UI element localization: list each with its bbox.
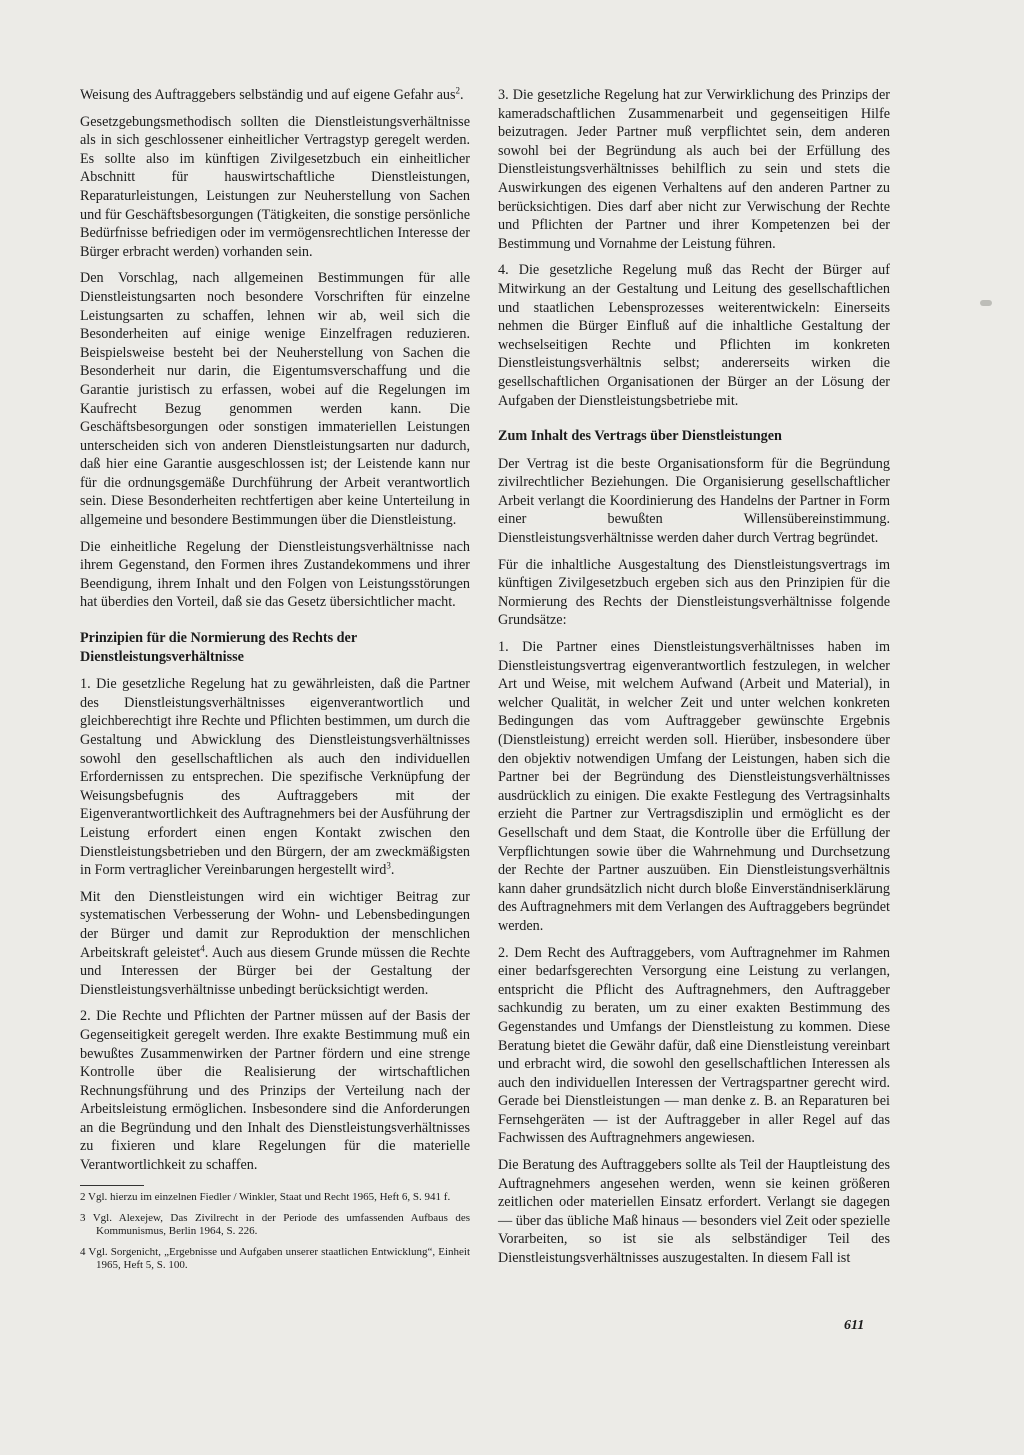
section-heading: Zum Inhalt des Vertrags über Dienstleistungen xyxy=(498,428,782,445)
paragraph: 1. Die gesetzliche Regelung hat zu gewährleisten, daß die Partner des Dienstleistungsverhältnisses eigenverantwortlich und gleichberechtigt ihre Rechte und Pflichten bestimmen, um durch die Gestaltung und Abwicklung des Dienstleistungsverhältnisses sowohl den gesellschaftlichen als auch den individuellen Erfordernissen zu entsprechen. Die spezifische Verknüpfung der Weisungsbefugnis des Auftraggebers mit der Eigenverantwortlichkeit des Auftragnehmers bei der Ausführung der Leistung erfordert einen engen Kontakt zwischen den Dienstleistungsbetrieben und den Bürgern, der am zweckmäßigsten in Form vertraglicher Vereinbarungen hergestellt wird$^3$. xyxy=(80,676,470,879)
paragraph: Weisung des Auftraggebers selbständig und auf eigene Gefahr aus$^2$. xyxy=(80,85,464,103)
footnote: 3 Vgl. Alexejew, Das Zivilrecht in der Periode des umfassenden Aufbaus des Kommunismus, Berlin 1964, S. 226. xyxy=(80,1211,470,1237)
paragraph: Die einheitliche Regelung der Dienstleistungsverhältnisse nach ihrem Gegenstand, den Formen ihres Zustandekommens und ihrer Beendigung, ihrem Inhalt und den Folgen von Leistungsstörungen hat überdies den Vorteil, daß sie das Gesetz übersichtlicher macht. xyxy=(80,538,470,611)
page-number: 611 xyxy=(844,1318,865,1333)
footnote: 2 Vgl. hierzu im einzelnen Fiedler / Winkler, Staat und Recht 1965, Heft 6, S. 941 f. xyxy=(80,1190,451,1203)
paragraph: Den Vorschlag, nach allgemeinen Bestimmungen für alle Dienstleistungsarten noch besondere Vorschriften für einzelne Leistungsarten zu schaffen, lehnen wir ab, weil sich die Besonderheiten auf einige wenige Einzelfragen reduzieren. Beispielsweise besteht bei der Neuherstellung von Sachen die Besonderheit nur darin, die Eigentumsverschaffung und die Garantie juristisch zu erfassen, wobei auf die Regelungen im Kaufrecht Bezug genommen werden kann. Die Geschäftsbesorgungen oder sonstigen immateriellen Leistungen unterscheiden sich von anderen Dienstleistungsarten nur dadurch, daß hier eine Garantie ausgeschlossen ist; der Leistende kann nur für die ordnungsgemäße Durchführung der Arbeit verantwortlich sein. Diese Besonderheiten rechtfertigen aber keine Unterteilung in allgemeine und besondere Bestimmungen über die Dienstleistung. xyxy=(80,270,470,529)
paragraph: Die Beratung des Auftraggebers sollte als Teil der Hauptleistung des Auftragnehmers angesehen werden, wenn sie keinen größeren zeitlichen oder materiellen Einsatz erfordert. Verlangt sie dagegen — über das übliche Maß hinaus — besonders viel Zeit oder spezielle Vorarbeiten, so ist sie als selbständiger Teil des Dienstleistungsverhältnisses auszugestalten. In diesem Fall ist xyxy=(498,1157,891,1267)
paragraph-text: 1. Die gesetzliche Regelung hat zu gewährleisten, daß die Partner des Dienstleistungsverhältnisses eigenverantwortlich und gleichberechtigt ihre Rechte und Pflichten bestimmen, um durch die Gestaltung und Abwicklung des Dienstleistungsverhältnisses sowohl den gesellschaftlichen als auch den individuellen Erfordernissen zu entsprechen. Die spezifische Verknüpfung der Weisungsbefugnis des Auftraggebers mit der Eigenverantwortlichkeit des Auftragnehmers bei der Ausführung der Leistung erfordert einen engen Kontakt zwischen den Dienstleistungsbetrieben und den Bürgern, der am zweckmäßigsten in Form vertraglicher Vereinbarungen hergestellt wird xyxy=(80,676,470,879)
paragraph-text: . Auch aus diesem Grunde müssen die Rechte und Interessen der Bürger bei der Gestaltung der Dienstleistungsverhältnisse unbedingt berücksichtigt werden. xyxy=(80,944,470,998)
scan-smudge xyxy=(980,300,992,306)
footnote-divider xyxy=(80,1185,144,1186)
paragraph: 1. Die Partner eines Dienstleistungsverhältnisses haben im Dienstleistungsvertrag eigenverantwortlich festzulegen, in welcher Art und Weise, mit welchem Aufwand (Arbeit und Material), in welcher Qualität, in welcher Zeit und unter welchen konkreten Bedingungen das vom Auftraggeber gewünschte Ergebnis (Dienstleistung) erreicht werden soll. Hierüber, insbesondere über den objektiv notwendigen Umfang der Leistungen, haben sich die Partner bei der Begründung des Dienstleistungsverhältnisses ausdrücklich zu einigen. Die exakte Festlegung des Vertragsinhalts erzieht die Partner zur Vertragsdisziplin und ermöglicht es der Gesellschaft und dem Staat, die Kontrolle über die Erfüllung der Verpflichtungen sowie über die Wahrnehmung und Durchsetzung der Rechte der Partner auszuüben. Ein Dienstleistungsverhältnis kann daher grundsätzlich nicht durch bloße Einverständniserklärung des Auftragnehmers mit dem Verlangen des Auftraggebers begründet werden. xyxy=(498,639,890,934)
footnote: 4 Vgl. Sorgenicht, „Ergebnisse und Aufgaben unserer staatlichen Entwicklung“, Einheit 1965, Heft 5, S. 100. xyxy=(80,1245,470,1271)
paragraph-text: Mit den Dienstleistungen wird ein wichtiger Beitrag zur systematischen Verbesserung der Wohn- und Lebensbedingungen der Bürger und damit zur Reproduktion der menschlichen Arbeitskraft geleistet xyxy=(80,888,470,961)
footnote-ref: 2 xyxy=(455,85,460,96)
paragraph: 4. Die gesetzliche Regelung muß das Recht der Bürger auf Mitwirkung an der Gestaltung und Leitung des gesellschaftlichen und staatlichen Lebensprozesses weiterentwickeln: Einerseits nehmen die Bürger Einfluß auf die inhaltliche Gestaltung der wechselseitigen Rechte und Pflichten im konkreten Dienstleistungsverhältnis selbst; andererseits wirken die gesellschaftlichen Organisationen der Bürger an der Lösung der Aufgaben der Dienstleistungsbetriebe mit. xyxy=(498,262,890,409)
paragraph: Der Vertrag ist die beste Organisationsform für die Begründung zivilrechtlicher Beziehungen. Die Organisierung gesellschaftlicher Arbeit verlangt die Koordinierung des Handelns der Partner in Form einer bewußten Willensübereinstimmung. Dienstleistungsverhältnisse werden daher durch Vertrag begründet. xyxy=(498,455,890,547)
right-column xyxy=(498,86,890,1276)
paragraph xyxy=(80,888,470,1000)
footnote-ref: 3 xyxy=(386,860,391,871)
paragraph: 2. Die Rechte und Pflichten der Partner müssen auf der Basis der Gegenseitigkeit geregelt werden. Ihre exakte Bestimmung muß ein bewußtes Zusammenwirken der Partner fördern und eine strenge Kontrolle über die Realisierung der wirtschaftlichen Rechnungsführung und des Prinzips der Verteilung nach der Arbeitsleistung ermöglichen. Insbesondere sind die Anforderungen an die Begründung und den Inhalt des Dienstleistungsverhältnisses zu fixieren und klare Regelungen für die materielle Verantwortlichkeit zu schaffen. xyxy=(80,1008,470,1174)
section-heading: Prinzipien für die Normierung des Rechts der Dienstleistungsverhältnisse xyxy=(80,630,357,665)
paragraph: Gesetzgebungsmethodisch sollten die Dienstleistungsverhältnisse als in sich geschlossener einheitlicher Vertragstyp geregelt werden. Es sollte also im künftigen Zivilgesetzbuch ein einheitlicher Abschnitt für hauswirtschaftliche Dienstleistungen, Reparaturleistungen, Leistungen zur Neuherstellung von Sachen und für Geschäftsbesorgungen (Tätigkeiten, die sonstige persönliche Bedürfnisse befriedigen oder im vermögensrechtlichen Interesse der Bürger erbracht werden) vorhanden sein. xyxy=(80,113,470,260)
paragraph: 2. Dem Recht des Auftraggebers, vom Auftragnehmer im Rahmen einer bedarfsgerechten Versorgung eine Leistung zu verlangen, entspricht die Pflicht des Auftragnehmers, den Auftraggeber sachkundig zu beraten, um zu einer exakten Bestimmung des Gegenstandes und Umfangs der Dienstleistung zu kommen. Diese Beratung bietet die Gewähr dafür, daß eine Dienstleistung vereinbart und erbracht wird, die sowohl den gesellschaftlichen Interessen als auch den individuellen Interessen der Vertragspartner gerecht wird. Gerade bei Dienstleistungen — man denke z. B. an Reparaturen bei Fernsehgeräten — ist der Auftraggeber in aller Regel auf das Fachwissen des Auftragnehmers angewiesen. xyxy=(498,944,890,1147)
paragraph-text: Weisung des Auftraggebers selbständig und auf eigene Gefahr aus xyxy=(80,87,456,103)
left-column xyxy=(80,86,470,1280)
paragraph: Für die inhaltliche Ausgestaltung des Dienstleistungsvertrags im künftigen Zivilgesetzbuch ergeben sich aus den Prinzipien für die Normierung des Rechts der Dienstleistungsverhältnisse folgende Grundsätze: xyxy=(498,556,890,629)
footnote-ref: 4 xyxy=(200,942,205,953)
paragraph: 3. Die gesetzliche Regelung hat zur Verwirklichung des Prinzips der kameradschaftlichen Zusammenarbeit und gegenseitigen Hilfe beizutragen. Jeder Partner muß verpflichtet sein, dem anderen sowohl bei der Begründung als auch bei der Erfüllung des Dienstleistungsverhältnisses behilflich zu sein und stets die Auswirkungen des eigenen Verhaltens auf den anderen Partner zu berücksichtigen. Dies darf aber nicht zur Verwischung der Rechte und Pflichten der Partner und ihrer Kompetenzen bei der Bestimmung und Vornahme der Leistung führen. xyxy=(498,87,890,252)
